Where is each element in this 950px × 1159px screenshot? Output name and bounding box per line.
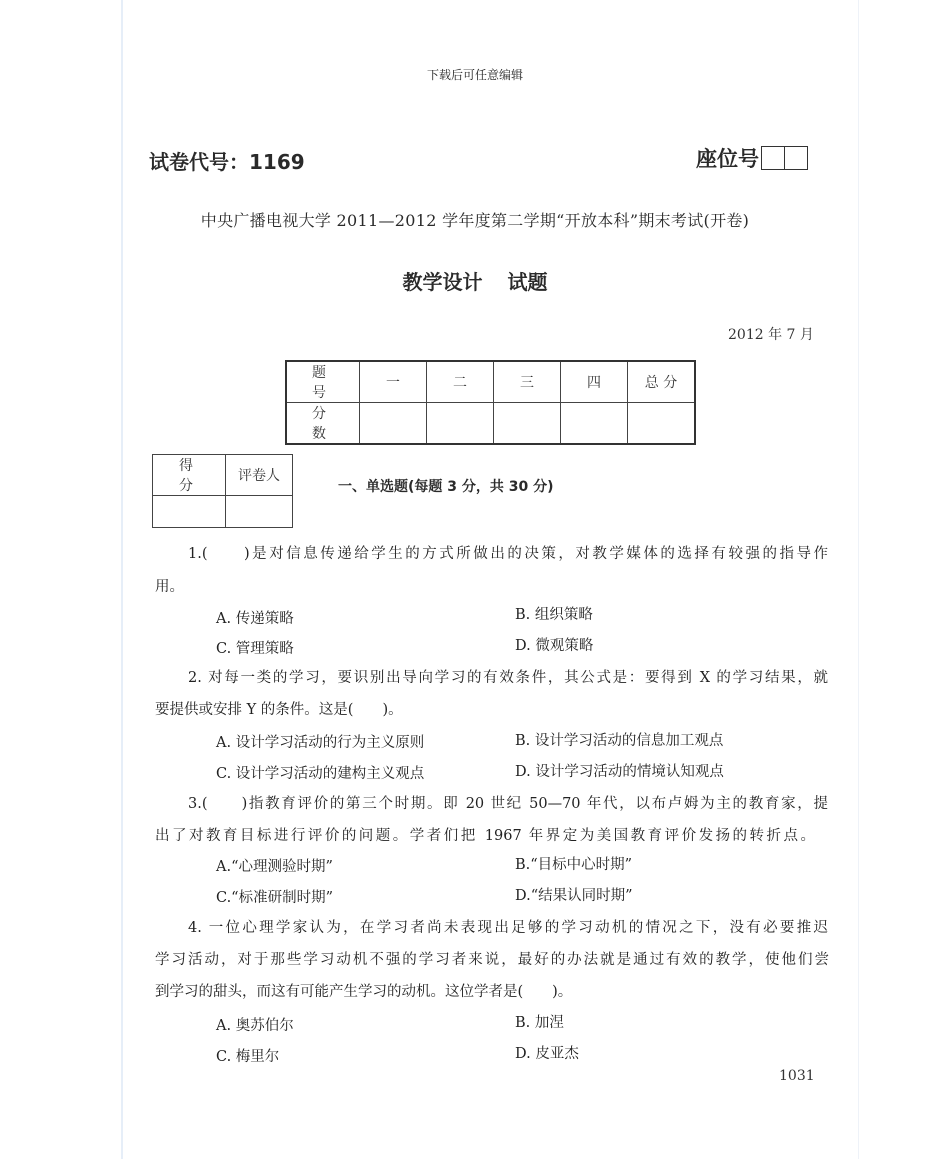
question-4-line-1: 4. 一位心理学家认为，在学习者尚未表现出足够的学习动机的情况之下，没有必要推迟 [188,920,828,936]
page-left-edge [121,0,123,1159]
score-header-cell: 二 [427,361,494,403]
score-value-cell[interactable] [427,403,494,445]
question-1-line-1: 1.( )是对信息传递给学生的方式所做出的决策，对教学媒体的选择有较强的指导作 [188,546,828,562]
score-value-cell[interactable] [628,403,696,445]
score-header-cell: 四 [561,361,628,403]
grader-name-cell[interactable] [226,496,293,528]
section-heading: 一、单选题(每题 3 分，共 30 分) [338,479,554,495]
seat-box-1[interactable] [761,146,785,170]
question-2-option-d[interactable]: D. 设计学习活动的情境认知观点 [515,764,724,780]
question-2-option-a[interactable]: A. 设计学习活动的行为主义原则 [216,735,425,751]
question-1-option-a[interactable]: A. 传递策略 [216,611,294,627]
grader-value-row [153,496,293,528]
question-4-option-b[interactable]: B. 加涅 [515,1015,564,1031]
seat-number-field [696,143,808,173]
score-header-cell: 总 分 [628,361,696,403]
question-2-option-c[interactable]: C. 设计学习活动的建构主义观点 [216,766,425,782]
exam-date: 2012 年 7 月 [728,327,814,343]
score-value-cell[interactable] [494,403,561,445]
score-header-cell: 三 [494,361,561,403]
score-value-cell[interactable] [360,403,427,445]
grader-score-label: 得 分 [153,455,226,496]
question-3-line-2: 出了对教育目标进行评价的问题。学者们把 1967 年界定为美国教育评价发扬的转折点。 [155,828,815,844]
grader-score-cell[interactable] [153,496,226,528]
question-2-line-2: 要提供或安排 Y 的条件。这是( )。 [155,702,403,718]
grader-name-label: 评卷人 [226,455,293,496]
question-2-line-1: 2. 对每一类的学习，要识别出导向学习的有效条件，其公式是：要得到 X 的学习结果，就 [188,670,828,686]
grader-table [152,454,293,528]
question-1-option-b[interactable]: B. 组织策略 [515,607,593,623]
page-right-edge [858,0,859,1159]
score-value-cell[interactable] [561,403,628,445]
score-table-header-row [286,361,695,403]
question-4-option-a[interactable]: A. 奥苏伯尔 [216,1018,294,1034]
question-1-option-d[interactable]: D. 微观策略 [515,638,594,654]
question-4-option-c[interactable]: C. 梅里尔 [216,1049,280,1065]
score-header-cell: 一 [360,361,427,403]
score-table [285,360,696,445]
score-table-value-row [286,403,695,445]
question-3-line-1: 3.( )指教育评价的第三个时期。即 20 世纪 50—70 年代，以布卢姆为主的教育家，提 [188,796,828,812]
paper-code: 试卷代号：1169 [149,150,305,174]
question-1-line-2: 用。 [155,579,184,595]
grader-header-row [153,455,293,496]
seat-label: 座位号 [696,147,759,171]
exam-title: 中央广播电视大学 2011—2012 学年度第二学期“开放本科”期末考试(开卷) [200,211,750,230]
score-row-label: 分 数 [286,403,360,445]
question-4-option-d[interactable]: D. 皮亚杰 [515,1046,579,1062]
question-4-line-3: 到学习的甜头，而这有可能产生学习的动机。这位学者是( )。 [155,984,573,1000]
question-3-option-a[interactable]: A.“心理测验时期” [216,859,333,875]
question-3-option-c[interactable]: C.“标准研制时期” [216,890,334,906]
subject-title: 教学设计 试题 [402,270,548,294]
question-2-option-b[interactable]: B. 设计学习活动的信息加工观点 [515,733,724,749]
score-header-cell: 题 号 [286,361,360,403]
download-note: 下载后可任意编辑 [426,68,523,82]
page-number: 1031 [779,1068,815,1084]
question-3-option-d[interactable]: D.“结果认同时期” [515,888,633,904]
question-3-option-b[interactable]: B.“目标中心时期” [515,857,633,873]
question-4-line-2: 学习活动，对于那些学习动机不强的学习者来说，最好的办法就是通过有效的教学，使他们尝 [155,952,829,968]
question-1-option-c[interactable]: C. 管理策略 [216,641,294,657]
seat-box-2[interactable] [784,146,808,170]
